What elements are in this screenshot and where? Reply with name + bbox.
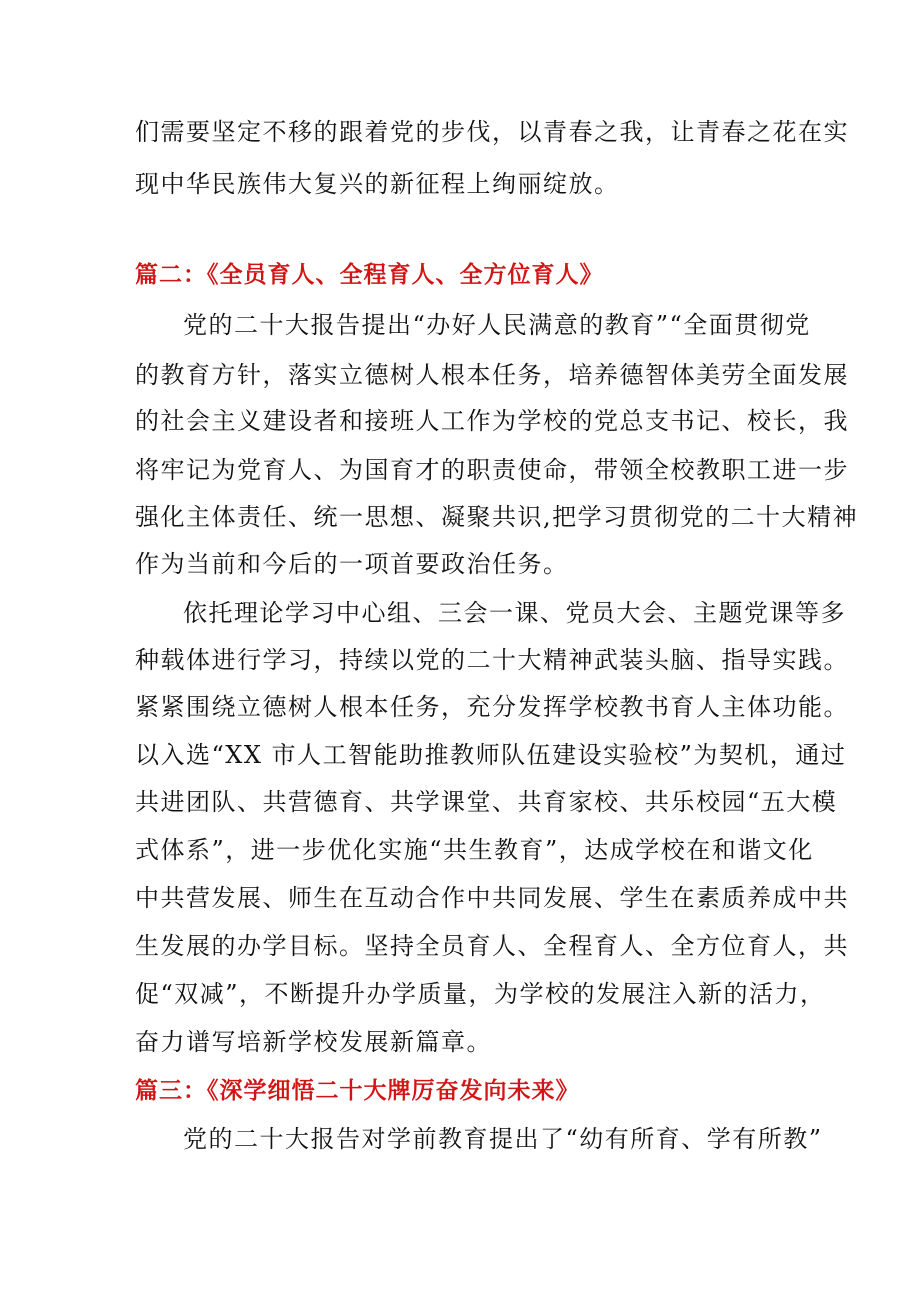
section3-p1-line-1: 党的二十大报告对学前教育提出了“幼有所育、学有所教” [183,1125,823,1153]
section2-p2-line-9: 促“双减”，不断提升办学质量，为学校的发展注入新的活力， [135,980,826,1008]
section2-p1-line-5: 强化主体责任、统一思想、凝聚共识,把学习贯彻党的二十大精神 [135,503,859,531]
section3-heading: 篇三：《深学细悟二十大牌厉奋发向未来》 [135,1077,580,1104]
section2-p1-line-1: 党的二十大报告提出“办好人民满意的教育”“全面贯彻党 [183,311,811,339]
section2-p2-line-4: 以入选“XX 市人工智能助推教师队伍建设实验校”为契机，通过 [135,741,847,769]
section2-p2-line-8: 生发展的办学目标。坚持全员育人、全程育人、全方位育人，共 [135,932,849,960]
section2-p2-line-5: 共进团队、共营德育、共学课堂、共育家校、共乐校园“五大模 [135,788,838,816]
section2-p1-line-4: 将牢记为党育人、为国育才的职责使命，带领全校教职工进一步 [135,456,849,484]
intro-line-2: 现中华民族伟大复兴的新征程上绚丽绽放。 [135,170,620,198]
intro-line-1: 们需要坚定不移的跟着党的步伐，以青春之我，让青春之花在实 [135,118,849,146]
section2-p2-line-1: 依托理论学习中心组、三会一课、党员大会、主题党课等多 [183,599,846,627]
section2-heading: 篇二：《全员育人、全程育人、全方位育人》 [135,261,604,288]
section2-p2-line-2: 种载体进行学习，持续以党的二十大精神武装头脑、指导实践。 [135,646,849,674]
section2-p2-line-10: 奋力谱写培新学校发展新篇章。 [135,1028,492,1056]
section2-p2-line-7: 中共营发展、师生在互动合作中共同发展、学生在素质养成中共 [135,884,849,912]
section2-p1-line-2: 的教育方针，落实立德树人根本任务，培养德智体美劳全面发展 [135,361,849,389]
section2-p2-line-6: 式体系”，进一步优化实施“共生教育”，达成学校在和谐文化 [135,836,814,864]
section2-p1-line-6: 作为当前和今后的一项首要政治任务。 [135,550,569,578]
section2-p1-line-3: 的社会主义建设者和接班人工作为学校的党总支书记、校长，我 [135,407,849,435]
section2-p2-line-3: 紧紧围绕立德树人根本任务，充分发挥学校教书育人主体功能。 [135,693,849,721]
